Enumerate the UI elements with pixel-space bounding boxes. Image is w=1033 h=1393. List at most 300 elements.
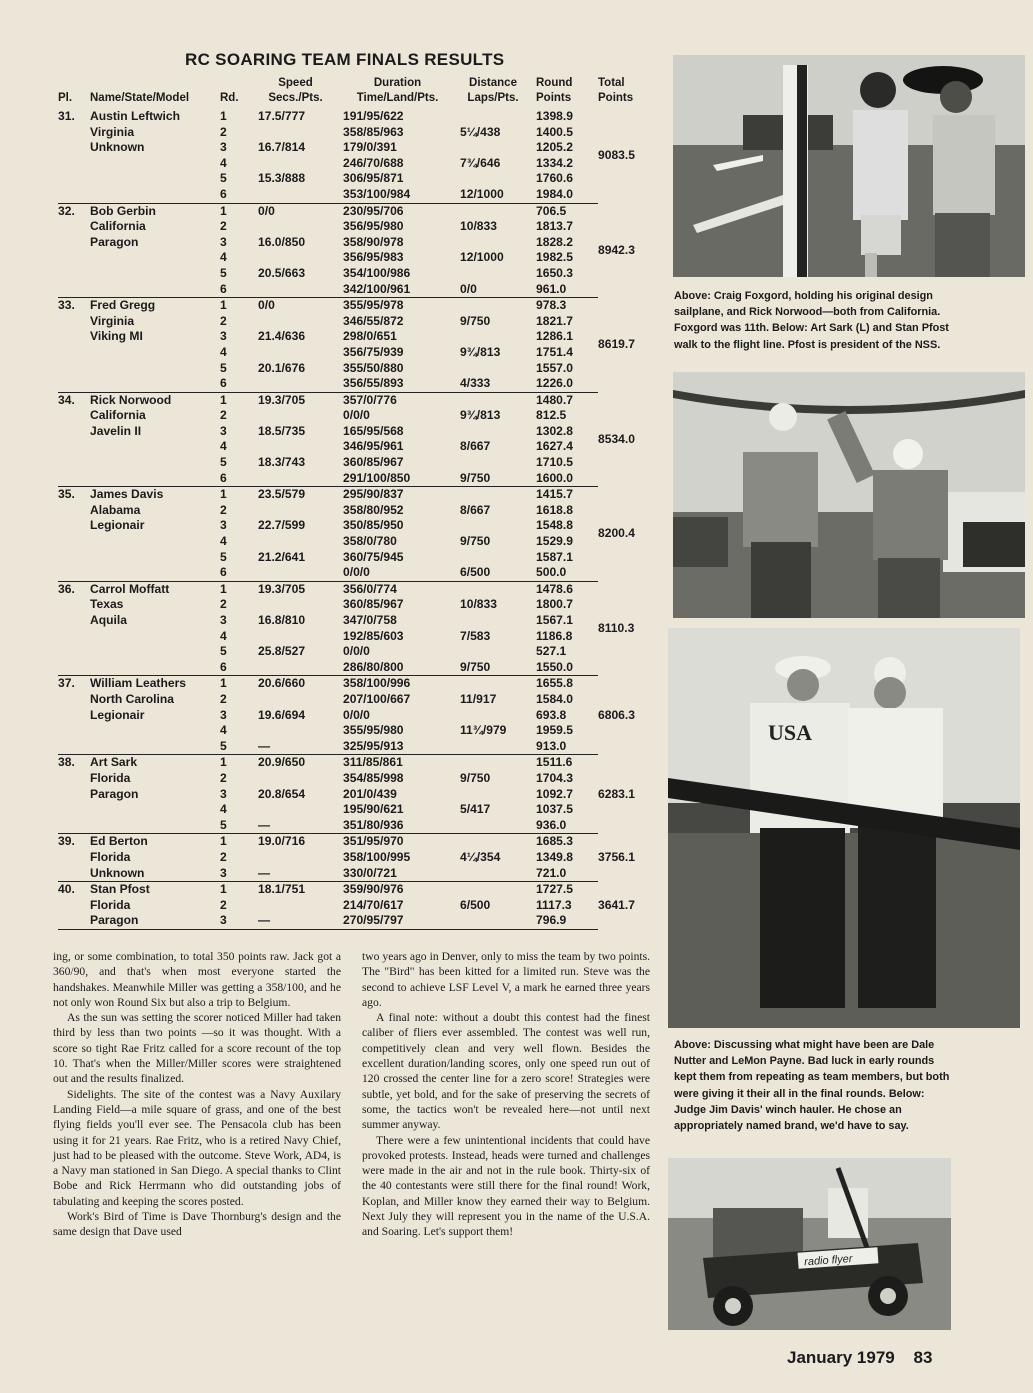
duration-cell: 207/100/667 (343, 691, 411, 706)
round-cell: 3 (220, 613, 227, 627)
round-points-cell: 1727.5 (536, 882, 573, 897)
round-points-cell: 1478.6 (536, 581, 573, 596)
round-cell: 2 (220, 313, 227, 328)
name-cell: Paragon (90, 234, 139, 249)
speed-cell: 16.8/810 (258, 613, 306, 627)
table-row (58, 660, 658, 676)
round-points-cell: 1584.0 (536, 691, 573, 706)
speed-cell: 20.5/663 (258, 265, 306, 280)
round-cell: 5 (220, 265, 227, 280)
table-row (58, 629, 658, 645)
table-row (58, 565, 658, 581)
place-cell (58, 235, 90, 251)
duration-cell: 358/0/780 (343, 534, 397, 549)
speed-cell (258, 850, 343, 866)
distance-cell (460, 203, 536, 219)
name-cell: Austin Leftwich (90, 109, 181, 123)
col-duration: Duration Time/Land/Pts. (356, 77, 439, 104)
table-row (58, 898, 658, 914)
speed-cell: 18.1/751 (258, 882, 306, 897)
table-row (58, 471, 658, 487)
name-cell: Unknown (90, 866, 220, 882)
distance-cell: 9¾/813 (460, 408, 501, 423)
place-cell (58, 739, 90, 755)
distance-cell (460, 644, 536, 660)
speed-cell: 21.4/636 (258, 329, 306, 344)
distance-cell: 5/417 (460, 802, 491, 817)
round-cell: 2 (220, 770, 227, 785)
photo-winch-wagon (668, 1158, 951, 1330)
speed-cell: — (258, 913, 343, 929)
name-cell (90, 171, 220, 187)
round-points-cell: 1704.3 (536, 770, 573, 785)
place-cell (58, 171, 90, 187)
name-cell (90, 629, 220, 645)
speed-cell: 19.6/694 (258, 707, 306, 722)
duration-cell: 346/95/961 (343, 439, 404, 454)
place-cell (58, 503, 90, 519)
table-row (58, 550, 658, 566)
round-cell: 1 (220, 392, 227, 407)
table-row (58, 518, 658, 534)
distance-cell: 11¾/979 (460, 723, 507, 738)
distance-cell (460, 171, 536, 187)
duration-cell: 192/85/603 (343, 628, 404, 643)
distance-cell: 12/1000 (460, 187, 536, 203)
round-points-cell: 721.0 (536, 866, 598, 882)
speed-cell (258, 597, 343, 613)
duration-cell: 353/100/984 (343, 187, 460, 203)
round-cell: 1 (220, 676, 227, 691)
name-cell: Legionair (90, 518, 145, 533)
place-cell (58, 408, 90, 424)
table-row (58, 455, 658, 471)
round-cell: 4 (220, 155, 227, 170)
distance-cell: 6/500 (460, 565, 536, 581)
table-row (58, 424, 658, 440)
duration-cell: 358/90/978 (343, 234, 404, 249)
duration-cell: 0/0/0 (343, 408, 370, 423)
duration-cell: 295/90/837 (343, 487, 404, 502)
speed-cell (258, 376, 343, 392)
table-row (58, 692, 658, 708)
place-cell (58, 266, 90, 282)
duration-cell: 358/100/995 (343, 849, 411, 864)
duration-cell: 0/0/0 (343, 644, 370, 659)
distance-cell (460, 266, 536, 282)
duration-cell: 165/95/568 (343, 423, 404, 438)
table-row (58, 345, 658, 361)
duration-cell: 357/0/776 (343, 392, 397, 407)
name-cell: Stan Pfost (90, 882, 150, 897)
name-cell (90, 550, 220, 566)
round-points-cell: 796.9 (536, 913, 598, 929)
duration-cell: 0/0/0 (343, 565, 460, 581)
round-cell: 5 (220, 549, 227, 564)
distance-cell: 8/667 (460, 502, 491, 517)
name-cell (90, 723, 220, 739)
place-cell (58, 913, 90, 929)
place-cell: 31. (58, 109, 75, 123)
round-points-cell: 500.0 (536, 565, 598, 581)
duration-cell: 360/85/967 (343, 455, 404, 470)
speed-cell (258, 439, 343, 455)
duration-cell: 350/85/950 (343, 518, 404, 533)
round-cell: 2 (220, 691, 227, 706)
total-points-cell: 8200.4 (598, 526, 635, 541)
distance-cell (460, 424, 536, 440)
photo-caption-2: Above: Discussing what might have been are Dale Nutter and LeMon Payne. Bad luck in early rounds kept them from repeating as team members, but both were giving it their all in the final rounds. Below: Judge Jim Davis' winch hauler. He chose an appropriately named brand, we'd have to say. (674, 1039, 950, 1133)
speed-cell (258, 187, 343, 203)
speed-cell: — (258, 866, 343, 882)
place-cell (58, 471, 90, 487)
distance-cell (460, 834, 536, 850)
footer-date: January 1979 (787, 1348, 895, 1367)
round-points-cell: 1959.5 (536, 723, 573, 738)
place-cell: 35. (58, 487, 75, 502)
speed-cell (258, 723, 343, 739)
round-points-cell: 1600.0 (536, 471, 598, 487)
speed-cell (258, 771, 343, 787)
speed-cell: 20.6/660 (258, 676, 306, 691)
duration-cell: 354/85/998 (343, 770, 404, 785)
speed-cell (258, 565, 343, 581)
round-points-cell: 706.5 (536, 203, 567, 218)
distance-cell: 10/833 (460, 219, 497, 234)
table-row (58, 755, 658, 771)
round-cell: 6 (220, 471, 258, 487)
round-points-cell: 1567.1 (536, 613, 573, 627)
article-column-1 (53, 949, 341, 1240)
speed-cell: 19.3/705 (258, 392, 306, 407)
round-cell: 3 (220, 423, 227, 438)
place-cell (58, 140, 90, 156)
place-cell (58, 644, 90, 660)
place-cell (58, 187, 90, 203)
duration-cell: 355/95/978 (343, 298, 404, 313)
round-cell: 1 (220, 298, 227, 313)
name-cell (90, 187, 220, 203)
distance-cell: 7¾/646 (460, 155, 501, 170)
round-points-cell: 812.5 (536, 408, 567, 423)
round-points-cell: 1650.3 (536, 265, 573, 280)
name-cell (90, 802, 220, 818)
place-cell (58, 723, 90, 739)
round-points-cell: 1334.2 (536, 155, 573, 170)
duration-cell: 230/95/706 (343, 203, 404, 218)
article-paragraph: ing, or some combination, to total 350 points raw. Jack got a 360/90, and that's when most everyone started the handshakes. Meanwhile Miller was getting a 358/100, and he not only won Round Six but also a trip to Belgium. (53, 950, 341, 1009)
name-cell (90, 345, 220, 361)
round-cell: 6 (220, 660, 258, 676)
place-cell (58, 518, 90, 534)
distance-cell: 10/833 (460, 597, 497, 612)
table-row (58, 834, 658, 850)
speed-cell: — (258, 818, 343, 834)
speed-cell (258, 345, 343, 361)
round-cell: 3 (220, 234, 227, 249)
round-cell: 5 (220, 455, 227, 470)
name-cell: Viking MI (90, 329, 143, 344)
round-cell: 2 (220, 897, 227, 912)
round-points-cell: 1037.5 (536, 802, 573, 817)
duration-cell: 201/0/439 (343, 786, 397, 801)
round-points-cell: 1587.1 (536, 549, 573, 564)
distance-cell: 0/0 (460, 282, 536, 298)
table-row (58, 361, 658, 377)
round-points-cell: 1828.2 (536, 234, 573, 249)
speed-cell: 23.5/579 (258, 487, 306, 502)
duration-cell: 356/95/983 (343, 250, 404, 265)
speed-cell: 16.7/814 (258, 140, 306, 155)
table-row (58, 581, 658, 597)
speed-cell (258, 629, 343, 645)
duration-cell: 355/95/980 (343, 723, 404, 738)
name-cell (90, 644, 220, 660)
speed-cell (258, 408, 343, 424)
round-points-cell: 1117.3 (536, 897, 572, 912)
total-points-cell: 6283.1 (598, 786, 635, 801)
duration-cell: 298/0/651 (343, 329, 397, 344)
place-cell (58, 534, 90, 550)
round-points-cell: 1286.1 (536, 329, 573, 344)
table-row (58, 487, 658, 503)
table-row (58, 408, 658, 424)
distance-cell: 12/1000 (460, 250, 504, 265)
speed-cell: 18.3/743 (258, 455, 306, 470)
round-cell: 3 (220, 707, 227, 722)
place-cell: 36. (58, 581, 75, 596)
round-cell: 5 (220, 644, 227, 659)
distance-cell (460, 109, 536, 125)
total-points-cell: 8110.3 (598, 620, 635, 635)
round-points-cell: 1511.6 (536, 755, 573, 770)
photo-caption-1: Above: Craig Foxgord, holding his original design sailplane, and Rick Norwood—both from California. Foxgord was 11th. Below: Art Sark (L) and Stan Pfost walk to the flight line. Pfost is president of the NSS. (674, 290, 949, 351)
round-cell: 1 (220, 203, 227, 218)
duration-cell: 360/75/945 (343, 549, 404, 564)
round-points-cell: 1226.0 (536, 376, 598, 392)
table-row (58, 187, 658, 203)
round-cell: 5 (220, 818, 258, 834)
duration-cell: 195/90/621 (343, 802, 404, 817)
name-cell: Unknown (90, 140, 145, 155)
distance-cell: 7/583 (460, 628, 491, 643)
place-cell (58, 376, 90, 392)
round-points-cell: 1092.7 (536, 786, 573, 801)
speed-cell (258, 660, 343, 676)
distance-cell (460, 676, 536, 692)
round-cell: 1 (220, 755, 227, 770)
distance-cell (460, 361, 536, 377)
round-cell: 2 (220, 408, 227, 423)
table-row (58, 802, 658, 818)
name-cell: Florida (90, 849, 131, 864)
article-paragraph: Work's Bird of Time is Dave Thornburg's design and the same design that Dave used (53, 1210, 341, 1239)
distance-cell (460, 329, 536, 345)
place-cell: 38. (58, 755, 75, 770)
speed-cell: 20.9/650 (258, 755, 306, 770)
place-cell (58, 771, 90, 787)
total-points-cell: 8942.3 (598, 242, 635, 257)
name-cell: Virginia (90, 313, 135, 328)
distance-cell (460, 866, 536, 882)
round-points-cell: 1685.3 (536, 834, 573, 849)
place-cell (58, 565, 90, 581)
place-cell: 39. (58, 834, 75, 849)
duration-cell: 306/95/871 (343, 171, 404, 186)
speed-cell (258, 802, 343, 818)
photo-sark-pfost (673, 372, 1025, 618)
round-cell: 3 (220, 518, 227, 533)
duration-cell: 291/100/850 (343, 471, 460, 487)
duration-cell: 346/55/872 (343, 313, 404, 328)
speed-cell (258, 471, 343, 487)
place-cell (58, 629, 90, 645)
col-round: Rd. (220, 92, 239, 104)
name-cell: Art Sark (90, 755, 138, 770)
round-cell: 2 (220, 124, 227, 139)
round-points-cell: 1557.0 (536, 360, 573, 375)
article-paragraph: There were a few unintentional incidents that could have provoked protests. Instead, heads were turned and challenges were made in the air and not in the rule book. Thirty-six of the 40 contestants were still there for the final round! Work, Koplan, and Miller know they earned their way to Belgium. Next July they will represent you in the name of the U.S.A. and Soaring. Let's support them! (362, 1133, 650, 1239)
place-cell (58, 329, 90, 345)
duration-cell: 359/90/976 (343, 882, 404, 897)
round-points-cell: 1529.9 (536, 534, 573, 549)
distance-cell (460, 739, 536, 755)
name-cell (90, 739, 220, 755)
duration-cell: 356/75/939 (343, 344, 404, 359)
round-points-cell: 1302.8 (536, 423, 573, 438)
name-cell: Paragon (90, 786, 139, 801)
round-cell: 6 (220, 565, 258, 581)
place-cell (58, 818, 90, 834)
place-cell (58, 282, 90, 298)
round-points-cell: 1480.7 (536, 392, 573, 407)
place-cell (58, 361, 90, 377)
speed-cell: — (258, 739, 343, 755)
duration-cell: 179/0/391 (343, 140, 397, 155)
place-cell (58, 250, 90, 266)
distance-cell (460, 787, 536, 803)
total-points-cell: 3641.7 (598, 897, 635, 912)
duration-cell: 286/80/800 (343, 660, 460, 676)
duration-cell: 214/70/617 (343, 897, 404, 912)
table-row (58, 109, 658, 125)
round-cell: 6 (220, 282, 258, 298)
name-cell (90, 565, 220, 581)
col-total-points: Total Points (598, 77, 634, 104)
duration-cell: 351/95/970 (343, 834, 404, 849)
distance-cell: 4/333 (460, 376, 536, 392)
table-row (58, 282, 658, 298)
round-points-cell: 1800.7 (536, 597, 573, 612)
round-points-cell: 1751.4 (536, 344, 573, 359)
duration-cell: 342/100/961 (343, 282, 460, 298)
speed-cell: 21.2/641 (258, 549, 306, 564)
name-cell: Virginia (90, 124, 135, 139)
distance-cell: 9/750 (460, 770, 491, 785)
round-cell: 6 (220, 187, 258, 203)
duration-cell: 191/95/622 (343, 109, 404, 123)
speed-cell: 20.8/654 (258, 786, 306, 801)
speed-cell (258, 125, 343, 141)
place-cell (58, 898, 90, 914)
table-row (58, 708, 658, 724)
name-cell: Florida (90, 770, 131, 785)
place-cell (58, 550, 90, 566)
total-points-cell: 8619.7 (598, 337, 635, 352)
distance-cell: 6/500 (460, 897, 491, 912)
speed-cell (258, 250, 343, 266)
name-cell: California (90, 408, 146, 423)
speed-cell: 18.5/735 (258, 423, 306, 438)
speed-cell: 19.3/705 (258, 581, 306, 596)
name-cell (90, 250, 220, 266)
name-cell: Bob Gerbin (90, 203, 156, 218)
round-points-cell: 1349.8 (536, 849, 573, 864)
distance-cell (460, 818, 536, 834)
total-points-cell: 6806.3 (598, 707, 635, 722)
duration-cell: 358/100/996 (343, 676, 411, 691)
place-cell (58, 424, 90, 440)
place-cell (58, 455, 90, 471)
col-distance: Distance Laps/Pts. (467, 77, 519, 104)
table-row (58, 314, 658, 330)
round-cell: 3 (220, 866, 258, 882)
name-cell: Ed Berton (90, 834, 148, 849)
duration-cell: 270/95/797 (343, 913, 460, 929)
place-cell (58, 597, 90, 613)
name-cell (90, 156, 220, 172)
distance-cell (460, 392, 536, 408)
duration-cell: 356/55/893 (343, 376, 460, 392)
round-cell: 3 (220, 913, 258, 929)
name-cell: James Davis (90, 487, 164, 502)
round-points-cell: 1398.9 (536, 109, 573, 123)
table-row (58, 219, 658, 235)
col-name: Name/State/Model (90, 92, 190, 104)
name-cell: Paragon (90, 913, 220, 929)
duration-cell: 355/50/880 (343, 360, 404, 375)
round-points-cell: 913.0 (536, 739, 598, 755)
speed-cell (258, 156, 343, 172)
place-cell: 40. (58, 882, 75, 897)
distance-cell: 5¼/438 (460, 124, 501, 139)
speed-cell (258, 692, 343, 708)
round-points-cell: 1760.6 (536, 171, 573, 186)
round-points-cell: 978.3 (536, 298, 567, 313)
place-cell (58, 345, 90, 361)
table-row (58, 250, 658, 266)
name-cell (90, 439, 220, 455)
table-row (58, 818, 658, 834)
round-cell: 3 (220, 329, 227, 344)
table-row (58, 771, 658, 787)
article-column-2 (362, 949, 650, 1240)
distance-cell: 9/750 (460, 534, 491, 549)
name-cell: William Leathers (90, 676, 186, 691)
name-cell: Alabama (90, 502, 141, 517)
table-row (58, 534, 658, 550)
name-cell (90, 471, 220, 487)
duration-cell: 246/70/688 (343, 155, 404, 170)
table-row (58, 866, 658, 882)
round-points-cell: 527.1 (536, 644, 567, 659)
distance-cell: 8/667 (460, 439, 491, 454)
distance-cell (460, 235, 536, 251)
round-cell: 1 (220, 581, 227, 596)
duration-cell: 351/80/936 (343, 818, 460, 834)
round-cell: 3 (220, 140, 227, 155)
round-points-cell: 936.0 (536, 818, 598, 834)
